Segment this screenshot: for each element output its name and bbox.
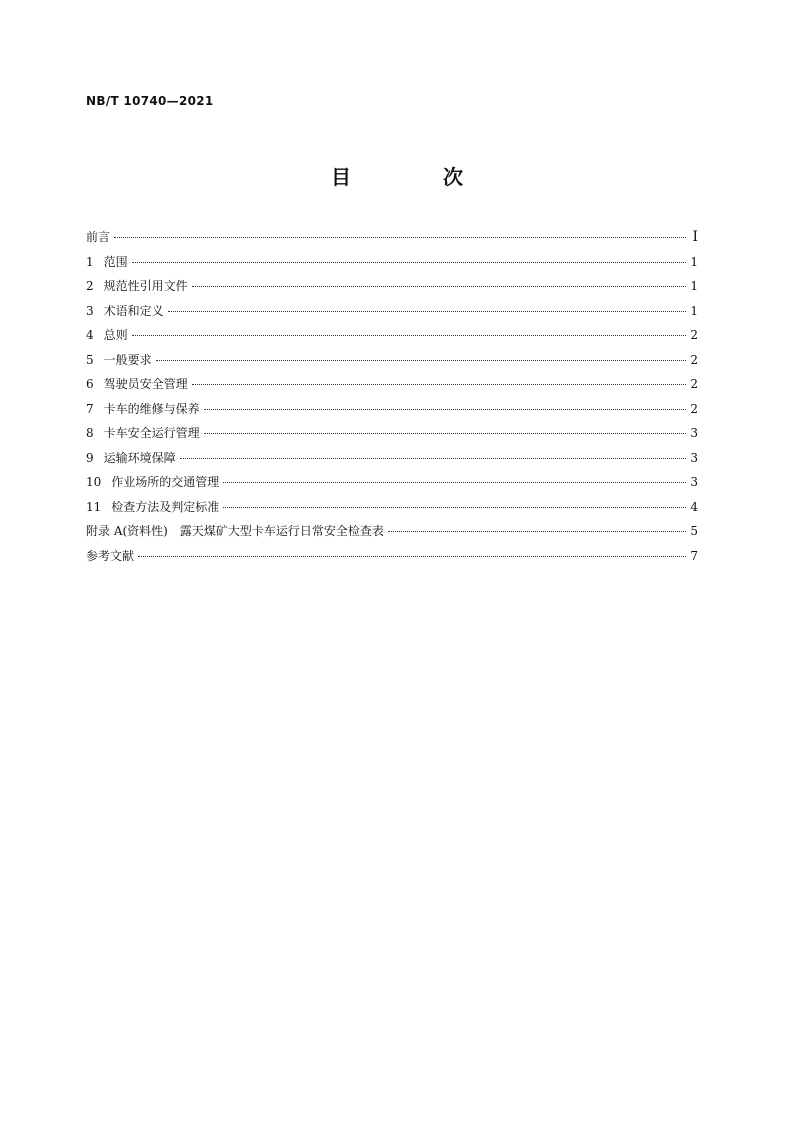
toc-entry-page: 3 bbox=[690, 426, 698, 440]
toc-title: 目 次 bbox=[331, 165, 499, 189]
toc-entry-page: 3 bbox=[690, 475, 698, 489]
document-code: NB/T 10740—2021 bbox=[86, 94, 214, 108]
toc-entry-label: 附录 A(资料性) 露天煤矿大型卡车运行日常安全检查表 bbox=[86, 524, 384, 538]
toc-entry-foreword[interactable] bbox=[86, 228, 698, 253]
toc-entry-driver-safety[interactable] bbox=[86, 375, 698, 400]
toc-leader-dots bbox=[223, 507, 686, 508]
toc-leader-dots bbox=[156, 360, 686, 361]
toc-entry-label: 一般要求 bbox=[103, 352, 152, 367]
toc-entry-traffic-management[interactable] bbox=[86, 473, 698, 498]
toc-entry-truck-operation-safety[interactable] bbox=[86, 424, 698, 449]
toc-entry-page: 2 bbox=[690, 328, 698, 342]
toc-leader-dots bbox=[192, 384, 686, 385]
toc-entry-page: 3 bbox=[690, 450, 698, 465]
toc-entry-terms-definitions[interactable] bbox=[86, 302, 698, 327]
toc-leader-dots bbox=[192, 286, 686, 287]
toc-leader-dots bbox=[168, 311, 686, 312]
toc-entry-label: 卡车安全运行管理 bbox=[103, 426, 200, 440]
toc-entry-label: 运输环境保障 bbox=[103, 450, 176, 465]
toc-entry-label: 检查方法及判定标准 bbox=[111, 499, 220, 514]
toc-leader-dots bbox=[180, 458, 686, 459]
toc-entry-number: 2 bbox=[86, 279, 94, 293]
toc-entry-label: 作业场所的交通管理 bbox=[111, 475, 220, 489]
toc-leader-dots bbox=[132, 335, 686, 336]
toc-entry-appendix-a[interactable] bbox=[86, 522, 698, 547]
toc-entry-page: 2 bbox=[690, 401, 698, 416]
toc-entry-number: 7 bbox=[86, 401, 94, 416]
toc-entry-number: 3 bbox=[86, 303, 94, 318]
toc-leader-dots bbox=[132, 262, 686, 263]
toc-entry-number: 5 bbox=[86, 352, 94, 367]
toc-leader-dots bbox=[388, 531, 686, 532]
toc-entry-label: 规范性引用文件 bbox=[103, 279, 188, 293]
toc-entry-general[interactable] bbox=[86, 326, 698, 351]
toc-entry-number: 8 bbox=[86, 426, 94, 440]
toc-entry-number: 9 bbox=[86, 450, 94, 465]
toc-entry-label: 驾驶员安全管理 bbox=[103, 377, 188, 391]
toc-entry-bibliography[interactable] bbox=[86, 547, 698, 572]
toc-entry-page: I bbox=[692, 229, 698, 245]
toc-entry-normative-references[interactable] bbox=[86, 277, 698, 302]
toc-entry-number: 10 bbox=[86, 475, 102, 489]
toc-entry-truck-maintenance[interactable] bbox=[86, 400, 698, 425]
toc-entry-number: 6 bbox=[86, 377, 94, 391]
toc-entry-page: 1 bbox=[690, 279, 698, 293]
toc-entry-number: 4 bbox=[86, 328, 94, 342]
toc-leader-dots bbox=[204, 433, 686, 434]
toc-entry-number: 11 bbox=[86, 499, 102, 514]
toc-leader-dots bbox=[204, 409, 686, 410]
toc-leader-dots bbox=[114, 237, 686, 238]
toc-entry-label: 总则 bbox=[103, 328, 128, 342]
toc-entry-label: 术语和定义 bbox=[103, 303, 164, 318]
toc-entry-page: 7 bbox=[690, 548, 698, 563]
toc-leader-dots bbox=[223, 482, 686, 483]
toc-entry-page: 2 bbox=[690, 377, 698, 391]
toc-entry-page: 1 bbox=[690, 254, 698, 269]
toc-entry-inspection-methods[interactable] bbox=[86, 498, 698, 523]
toc-entry-general-requirements[interactable] bbox=[86, 351, 698, 376]
toc-entry-page: 2 bbox=[690, 352, 698, 367]
toc-leader-dots bbox=[138, 556, 686, 557]
toc-entry-label: 参考文献 bbox=[86, 548, 135, 563]
toc-entry-label: 前言 bbox=[86, 230, 111, 244]
table-of-contents bbox=[86, 228, 698, 571]
toc-entry-transport-environment[interactable] bbox=[86, 449, 698, 474]
toc-entry-number: 1 bbox=[86, 254, 94, 269]
toc-entry-page: 4 bbox=[690, 499, 698, 514]
toc-entry-label: 范围 bbox=[103, 254, 128, 269]
toc-entry-label: 卡车的维修与保养 bbox=[103, 401, 200, 416]
toc-entry-page: 5 bbox=[690, 524, 698, 538]
toc-entry-page: 1 bbox=[690, 303, 698, 318]
toc-entry-scope[interactable] bbox=[86, 253, 698, 278]
